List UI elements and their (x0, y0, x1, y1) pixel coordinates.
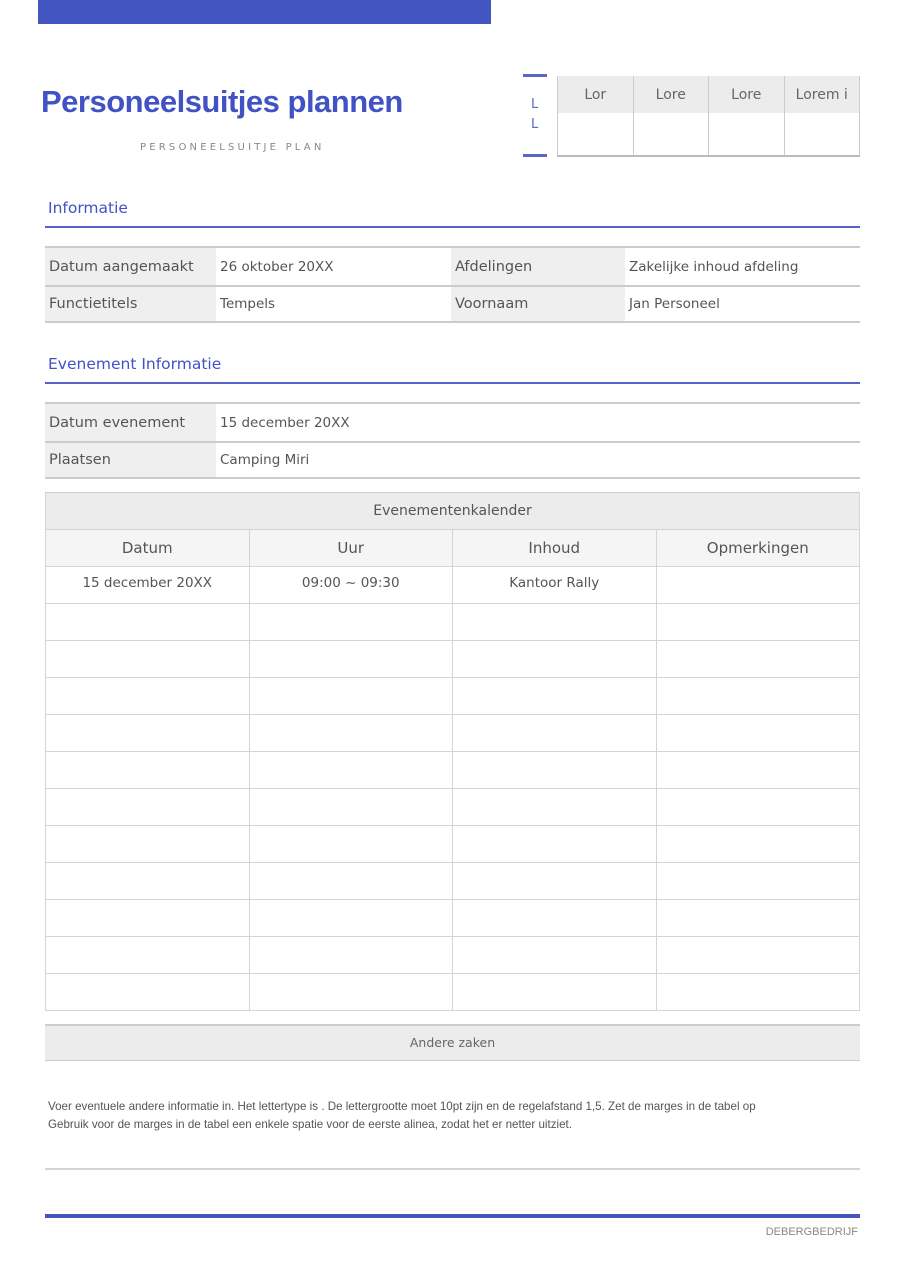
calendar-cell[interactable] (46, 604, 250, 641)
section-divider (45, 226, 860, 228)
calendar-cell[interactable] (453, 826, 657, 863)
calendar-cell[interactable] (656, 863, 860, 900)
divider (45, 1168, 860, 1170)
section-divider (45, 382, 860, 384)
calendar-cell[interactable] (656, 974, 860, 1011)
approval-marker-top (523, 74, 547, 77)
approval-cell[interactable] (633, 113, 709, 156)
calendar-cell[interactable] (249, 974, 453, 1011)
calendar-cell[interactable]: Kantoor Rally (453, 567, 657, 604)
footer-brand: DEBERGBEDRIJF (765, 1226, 858, 1238)
note-line: Voer eventuele andere informatie in. Het lettertype is . De lettergrootte moet 10pt zijn en de regelafstand 1,5. Zet de marges in de tabel op (48, 1100, 756, 1113)
approval-side-label: L (531, 117, 539, 132)
calendar-row (46, 567, 860, 604)
event-value[interactable]: 15 december 20XX (216, 403, 860, 442)
other-matters-text (48, 1098, 868, 1134)
approval-marker-bottom (523, 154, 547, 157)
info-value[interactable]: Jan Personeel (625, 286, 860, 322)
calendar-table (45, 492, 860, 1011)
calendar-column-header: Uur (249, 530, 453, 567)
calendar-cell[interactable] (453, 752, 657, 789)
event-label: Datum evenement (45, 403, 216, 442)
section-heading-evenement: Evenement Informatie (48, 355, 222, 373)
calendar-row (46, 826, 860, 863)
calendar-cell[interactable] (656, 937, 860, 974)
calendar-row (46, 715, 860, 752)
approval-header: Lor (558, 76, 634, 113)
calendar-column-header: Opmerkingen (656, 530, 860, 567)
calendar-cell[interactable] (46, 678, 250, 715)
calendar-cell[interactable] (46, 937, 250, 974)
calendar-row (46, 789, 860, 826)
calendar-cell[interactable] (249, 900, 453, 937)
calendar-cell[interactable] (249, 678, 453, 715)
page-title: Personeelsuitjes plannen (41, 84, 403, 119)
approval-cell[interactable] (558, 113, 634, 156)
other-matters-heading: Andere zaken (45, 1024, 860, 1061)
calendar-cell[interactable] (453, 937, 657, 974)
info-label: Functietitels (45, 286, 216, 322)
calendar-cell[interactable] (46, 974, 250, 1011)
calendar-cell[interactable] (46, 789, 250, 826)
calendar-cell[interactable] (249, 863, 453, 900)
note-line: Gebruik voor de marges in de tabel een enkele spatie voor de eerste alinea, zodat het er netter uitziet. (48, 1118, 572, 1131)
calendar-column-header: Inhoud (453, 530, 657, 567)
calendar-cell[interactable] (656, 678, 860, 715)
calendar-cell[interactable] (249, 826, 453, 863)
info-label: Afdelingen (451, 247, 625, 286)
calendar-cell[interactable] (656, 900, 860, 937)
calendar-cell[interactable] (453, 641, 657, 678)
event-table (45, 402, 860, 479)
event-label: Plaatsen (45, 442, 216, 478)
calendar-cell[interactable] (453, 604, 657, 641)
info-label: Voornaam (451, 286, 625, 322)
calendar-row (46, 678, 860, 715)
calendar-cell[interactable] (249, 641, 453, 678)
info-table (45, 246, 860, 323)
calendar-cell[interactable] (46, 863, 250, 900)
calendar-column-header: Datum (46, 530, 250, 567)
footer-accent-line (45, 1214, 860, 1218)
calendar-cell[interactable] (453, 974, 657, 1011)
approval-cell[interactable] (784, 113, 860, 156)
calendar-cell[interactable] (249, 715, 453, 752)
calendar-cell[interactable] (453, 863, 657, 900)
calendar-cell[interactable] (46, 715, 250, 752)
approval-cell[interactable] (709, 113, 785, 156)
calendar-row (46, 604, 860, 641)
calendar-row (46, 974, 860, 1011)
approval-header: Lore (633, 76, 709, 113)
calendar-cell[interactable] (249, 604, 453, 641)
calendar-cell[interactable] (249, 789, 453, 826)
calendar-cell[interactable] (46, 641, 250, 678)
calendar-cell[interactable] (46, 826, 250, 863)
calendar-cell[interactable] (453, 789, 657, 826)
calendar-row (46, 937, 860, 974)
calendar-row (46, 863, 860, 900)
info-value[interactable]: Zakelijke inhoud afdeling (625, 247, 860, 286)
calendar-cell[interactable] (656, 604, 860, 641)
approval-header: Lore (709, 76, 785, 113)
info-value[interactable]: 26 oktober 20XX (216, 247, 451, 286)
calendar-cell[interactable] (249, 752, 453, 789)
calendar-cell[interactable]: 15 december 20XX (46, 567, 250, 604)
calendar-cell[interactable] (249, 937, 453, 974)
calendar-cell[interactable] (453, 900, 657, 937)
calendar-title: Evenementenkalender (46, 493, 860, 530)
calendar-cell[interactable] (46, 752, 250, 789)
calendar-cell[interactable] (656, 752, 860, 789)
calendar-cell[interactable] (453, 678, 657, 715)
page-subtitle: PERSONEELSUITJE PLAN (140, 142, 325, 153)
calendar-cell[interactable] (656, 826, 860, 863)
calendar-cell[interactable]: 09:00 ~ 09:30 (249, 567, 453, 604)
calendar-cell[interactable] (656, 789, 860, 826)
calendar-cell[interactable] (656, 715, 860, 752)
approval-header: Lorem i (784, 76, 860, 113)
calendar-cell[interactable] (46, 900, 250, 937)
header-accent-bar (38, 0, 491, 24)
info-value[interactable]: Tempels (216, 286, 451, 322)
section-heading-informatie: Informatie (48, 199, 128, 217)
calendar-cell[interactable] (453, 715, 657, 752)
calendar-cell[interactable] (656, 641, 860, 678)
approval-table (557, 76, 860, 157)
info-label: Datum aangemaakt (45, 247, 216, 286)
calendar-row (46, 752, 860, 789)
calendar-cell[interactable] (656, 567, 860, 604)
calendar-row (46, 900, 860, 937)
calendar-row (46, 641, 860, 678)
event-value[interactable]: Camping Miri (216, 442, 860, 478)
approval-side-label: L (531, 97, 539, 112)
